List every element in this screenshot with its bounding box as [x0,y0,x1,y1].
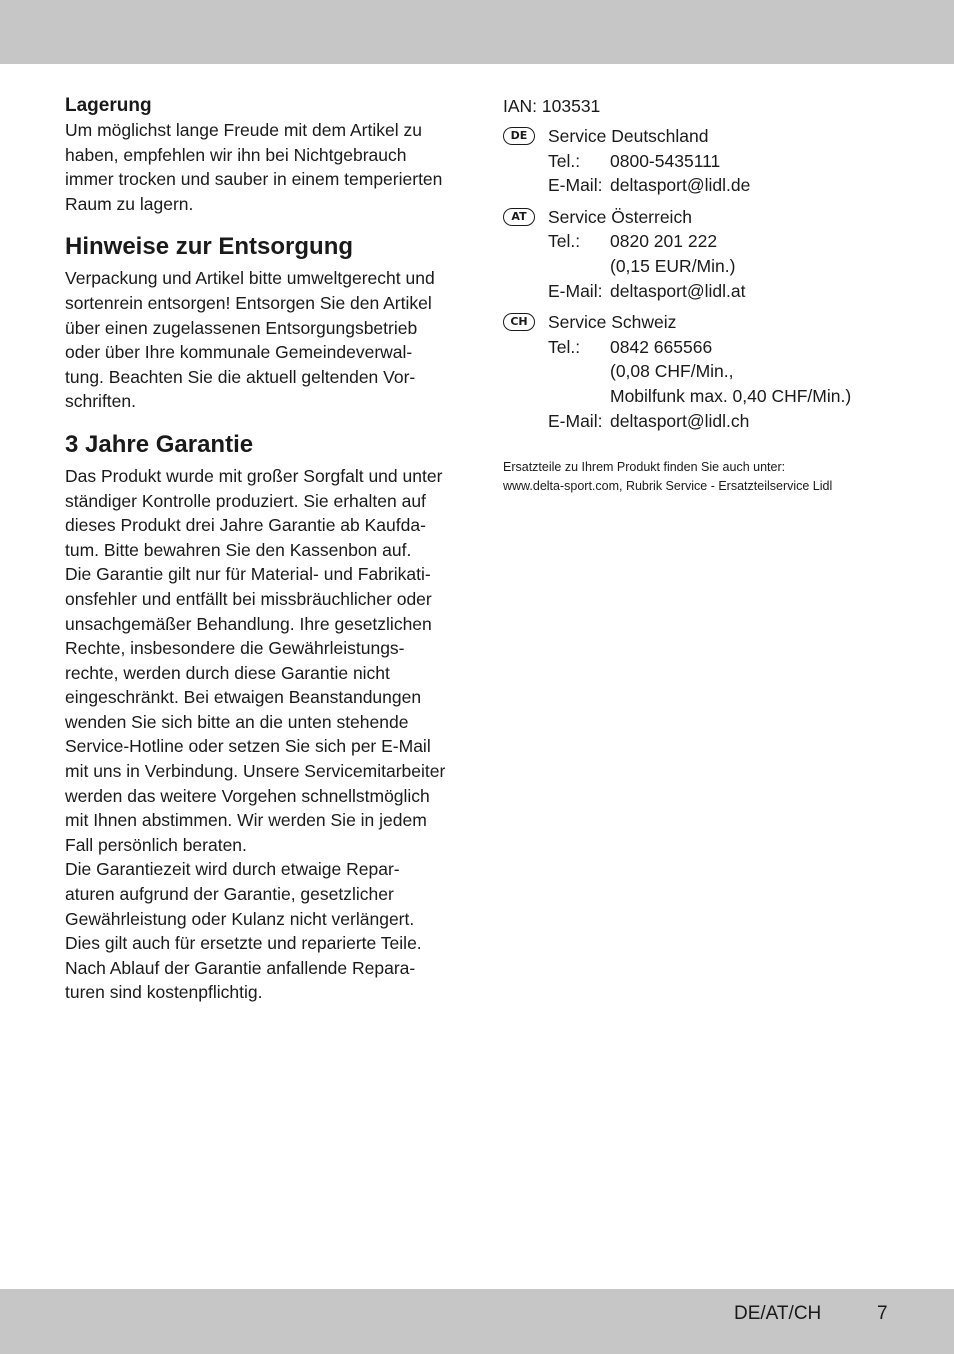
service-title: Service Deutschland [548,126,709,146]
ian-number: IAN: 103531 [503,96,601,116]
warranty-heading: 3 Jahre Garantie [65,430,254,458]
service-switzerland [503,310,923,433]
disposal-heading: Hinweise zur Entsorgung [65,233,354,261]
language-label: DE/AT/CH [734,1303,822,1324]
tel-label: Tel.: [548,150,581,171]
phone-rate: (0,08 CHF/Min., [610,361,734,382]
spare-parts-note: Ersatzteile zu Ihrem Produkt finden Sie auch unter: www.delta-sport.com, Rubrik Service - Ersatzteilservice Lidl [503,460,833,494]
disposal-text: Verpackung und Artikel bitte umweltgerecht und sortenrein entsorgen! Entsorgen Sie den Artikel über einen zugelassenen Entsorgungsbetrieb oder über Ihre kommunale Gemeindeverwal- tung. Beachten Sie die aktuell geltenden Vor- schriften. [65,268,435,412]
country-badge-ch: CH [503,313,535,331]
email-address: deltasport@lidl.de [610,175,751,196]
phone-rate: (0,15 EUR/Min.) [610,255,736,276]
service-germany [503,124,923,198]
header-band [0,0,954,64]
tel-label: Tel.: [548,336,581,357]
phone-number: 0800-5435111 [610,150,721,171]
phone-rate-mobile: Mobilfunk max. 0,40 CHF/Min.) [610,385,852,406]
email-label: E-Mail: [548,175,603,196]
email-address: deltasport@lidl.at [610,280,746,301]
service-column [503,94,923,496]
service-austria [503,205,923,303]
service-title: Service Österreich [548,206,692,227]
phone-number: 0842 665566 [610,336,713,357]
storage-text: Um möglichst lange Freude mit dem Artikel zu haben, empfehlen wir ihn bei Nichtgebrauch immer trocken und sauber in einem temperierten Raum zu lagern. [65,120,443,214]
page-number: 7 [877,1303,888,1324]
email-label: E-Mail: [548,280,603,301]
service-title: Service Schweiz [548,312,677,333]
storage-heading: Lagerung [65,95,152,116]
email-address: deltasport@lidl.ch [610,410,750,431]
warranty-text: Das Produkt wurde mit großer Sorgfalt und unter ständiger Kontrolle produziert. Sie erhalten auf dieses Produkt drei Jahre Garantie ab Kaufda- tum. Bitte bewahren Sie den Kassenbon auf. Die Garantie gilt nur für Material- und Fabrikati- onsfehler und entfällt bei missbräuchlicher oder unsachgemäßer Behandlung. Ihre gesetzlichen Rechte, insbesondere die Gewährleistungs- rechte, werden durch diese Garantie nicht eingeschränkt. Bei etwaigen Beanstandungen wenden Sie sich bitte an die unten stehende Service-Hotline oder setzen Sie sich per E-Mail mit uns in Verbindung. Unsere Servicemitarbeiter werden das weitere Vorgehen schnellstmöglich mit Ihnen abstimmen. Wir werden Sie in jedem Fall persönlich beraten. Die Garantiezeit wird durch etwaige Repar- aturen aufgrund der Garantie, gesetzlicher Gewährleistung oder Kulanz nicht verlängert. Dies gilt auch für ersetzte und reparierte Teile. Nach Ablauf der Garantie anfallende Repara- turen sind kostenpflichtig. [65,465,446,1003]
left-column [65,94,455,1005]
country-badge-de: DE [503,127,535,145]
tel-label: Tel.: [548,231,581,252]
country-badge-at: AT [503,208,535,226]
email-label: E-Mail: [548,410,603,431]
phone-number: 0820 201 222 [610,231,718,252]
